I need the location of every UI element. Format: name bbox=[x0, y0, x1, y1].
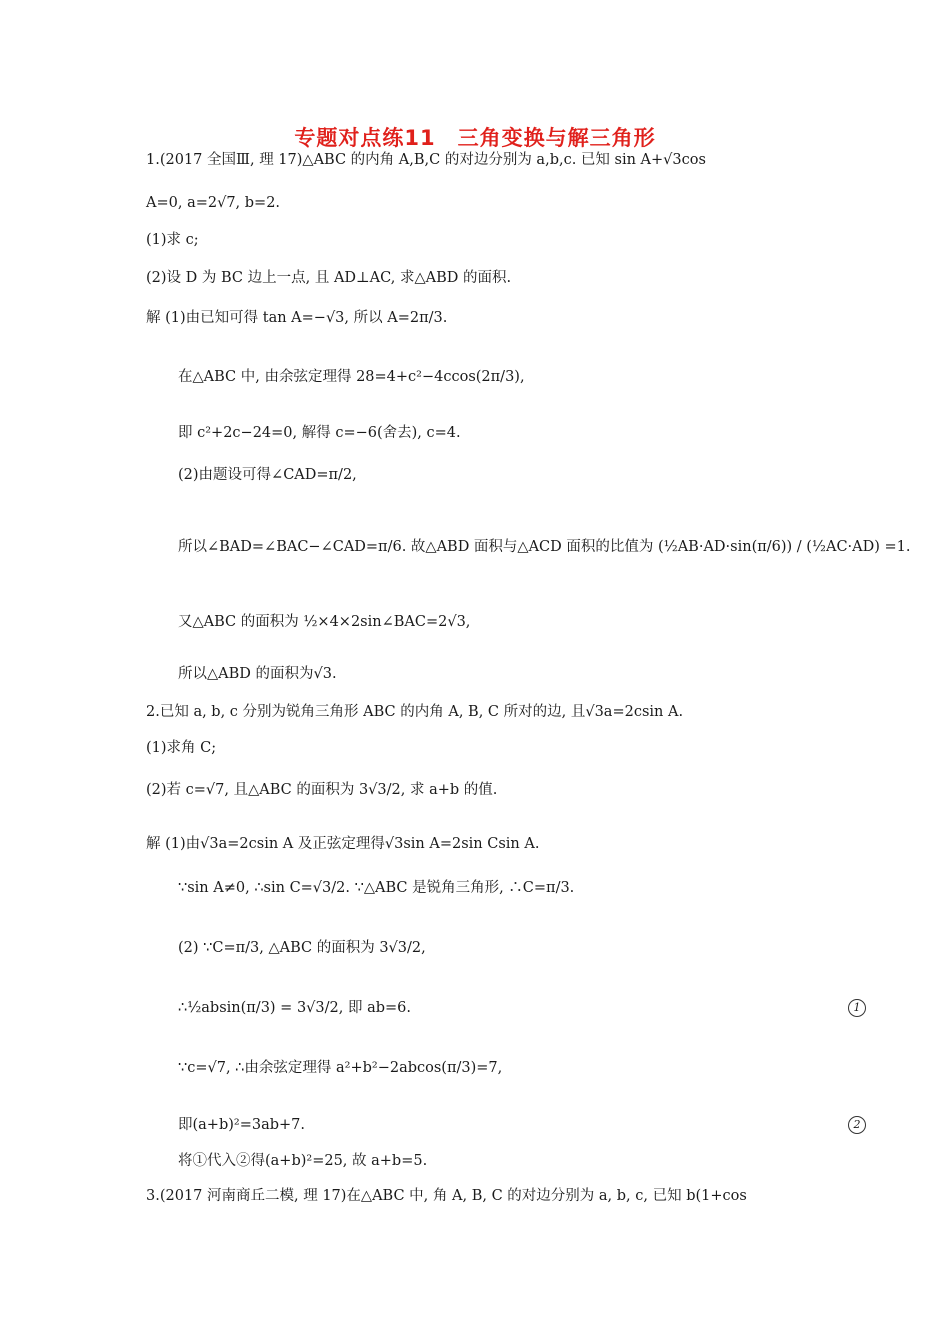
text-line: 解 (1)由已知可得 tan A=−√3, 所以 A=2π/3. bbox=[146, 310, 448, 326]
text-line: ∴½absin(π/3) = 3√3/2, 即 ab=6. bbox=[178, 1000, 411, 1016]
text-line: 1.(2017 全国Ⅲ, 理 17)△ABC 的内角 A,B,C 的对边分别为 a,b,c. 已知 sin A+√3cos bbox=[146, 152, 706, 168]
page-title: 专题对点练11 三角变换与解三角形 bbox=[294, 126, 656, 150]
text-line: 即 c²+2c−24=0, 解得 c=−6(舍去), c=4. bbox=[178, 425, 461, 441]
text-line: 2.已知 a, b, c 分别为锐角三角形 ABC 的内角 A, B, C 所对的边, 且√3a=2csin A. bbox=[146, 704, 684, 720]
text-line: 所以∠BAD=∠BAC−∠CAD=π/6. 故△ABD 面积与△ACD 面积的比值为 (½AB·AD·sin(π/6)) / (½AC·AD) =1. bbox=[178, 539, 911, 555]
text-line: 解 (1)由√3a=2csin A 及正弦定理得√3sin A=2sin Csin A. bbox=[146, 836, 540, 852]
text-line: ∵c=√7, ∴由余弦定理得 a²+b²−2abcos(π/3)=7, bbox=[178, 1060, 503, 1076]
text-line: (2)若 c=√7, 且△ABC 的面积为 3√3/2, 求 a+b 的值. bbox=[146, 782, 498, 798]
text-line: (2)由题设可得∠CAD=π/2, bbox=[178, 467, 357, 483]
equation-marker: 1 bbox=[848, 999, 866, 1017]
text-line: ∵sin A≠0, ∴sin C=√3/2. ∵△ABC 是锐角三角形, ∴C=π/3. bbox=[178, 880, 575, 896]
equation-marker: 2 bbox=[848, 1116, 866, 1134]
text-line: A=0, a=2√7, b=2. bbox=[146, 195, 281, 211]
text-line: 在△ABC 中, 由余弦定理得 28=4+c²−4ccos(2π/3), bbox=[178, 369, 525, 385]
text-line: 所以△ABD 的面积为√3. bbox=[178, 666, 337, 682]
text-line: 又△ABC 的面积为 ½×4×2sin∠BAC=2√3, bbox=[178, 614, 471, 630]
text-line: (2) ∵C=π/3, △ABC 的面积为 3√3/2, bbox=[178, 940, 426, 956]
text-line: (1)求角 C; bbox=[146, 740, 217, 756]
text-line: 3.(2017 河南商丘二模, 理 17)在△ABC 中, 角 A, B, C 的对边分别为 a, b, c, 已知 b(1+cos bbox=[146, 1188, 747, 1204]
text-line: (2)设 D 为 BC 边上一点, 且 AD⊥AC, 求△ABD 的面积. bbox=[146, 270, 512, 286]
text-line: (1)求 c; bbox=[146, 232, 199, 248]
text-line: 即(a+b)²=3ab+7. bbox=[178, 1117, 305, 1133]
text-line: 将①代入②得(a+b)²=25, 故 a+b=5. bbox=[178, 1153, 428, 1169]
